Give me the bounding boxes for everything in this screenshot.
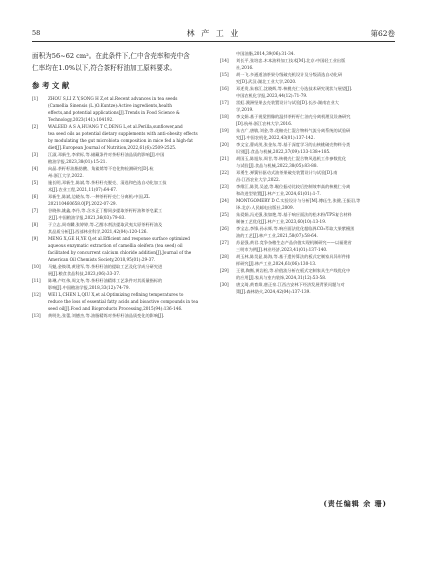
reference-entry: [220, 50, 396, 57]
reference-line: 李文宝,曹成茂,张金东,等.基于深度学习的山核桃破壳物料分类: [236, 142, 351, 147]
reference-line: 胡一飞.多通道油茶果分级破壳机设计及分级清选自动化研: [236, 72, 343, 77]
reference-line: Technology,2023(141):104192.: [48, 117, 114, 122]
reference-entry: [32, 277, 212, 291]
reference-entry: [220, 71, 396, 85]
reference-number: [7]: [32, 208, 38, 213]
reference-text: [236, 267, 396, 281]
reference-line: 马魁,金焕琪,黄建军,等.茶籽籽油的提取工艺及化学成分研究进: [48, 264, 163, 269]
volume-label: 第62卷: [370, 29, 395, 38]
references-list-left: [32, 95, 212, 319]
reference-line: 向晶.茶籽籽油脂肪酸、角鲨烯等不皂化物检测研究[D].杭: [48, 166, 154, 171]
reference-line: 李文娟.基于视觉图像的温拌茶籽籽仁油壳分离机理及设备研究: [236, 114, 351, 119]
reference-entry: [220, 113, 396, 127]
reference-entry: [32, 207, 212, 221]
intro-line: 仁率均在1.0%以下,符合茶籽籽油加工原料要求。: [32, 64, 177, 72]
reference-entry: [220, 85, 396, 99]
reference-line: 唐文琦,黄育烽,唐正泉.江西古安林下经济发展背景问题与对: [236, 282, 345, 287]
reference-text: [236, 253, 396, 267]
reference-entry: [32, 193, 212, 207]
reference-line: 谷晓伟,姚鑫,李丹,等.含水正丁醇同步提取茶籽籽油和茶皂素工: [48, 208, 163, 213]
reference-line: diet[J].European Journal of Nutrition,2022,61(6):2509-2525.: [48, 145, 177, 150]
reference-text: [236, 57, 396, 71]
reference-text: [236, 113, 396, 127]
reference-entry: [32, 151, 212, 165]
reference-line: seed oil[J].Food and Bioproducts Processing,2015(94):136-146.: [48, 306, 183, 311]
reference-line: 中国油脂,2014,39(06):31-34.: [236, 51, 295, 56]
reference-text: [48, 193, 212, 207]
reference-number: [20]: [220, 142, 229, 147]
reference-text: [48, 165, 212, 179]
reference-text: [48, 95, 212, 123]
reference-line: 究[J].中国农机化,2022,43(01):137-142.: [236, 135, 315, 140]
reference-number: [1]: [32, 96, 38, 101]
reference-line: 施长明,邓新生,陈斌,等.茶籽籽壳脱壳、清选和色选自动化加工技: [48, 180, 167, 185]
reference-text: [236, 239, 396, 253]
reference-entry: [32, 123, 212, 151]
reference-number: [14]: [220, 58, 229, 63]
reference-number: [15]: [220, 72, 229, 77]
reference-text: [236, 183, 396, 197]
right-column: [220, 50, 396, 295]
reference-line: WEI L,CHEN L,QIU X,et al.Optimizing refining temperatures to: [48, 292, 184, 297]
reference-line: 李维江,陈贺,吴凌,等.喉位振动比较后控制效率高的核桃仁分离: [236, 184, 351, 189]
left-column: [32, 50, 212, 319]
reference-line: 李宝志,李锋,孙永辉,等.响应面法优化超临界CO₂萃取大果紫檀黑: [236, 226, 355, 231]
reference-line: 黄明先,张蕾,刘德杰,等.油脂精炼对茶籽籽油品质变化的影响[J].: [48, 313, 165, 318]
reference-line: 术[J].农业工程,2021,11(07):64-67.: [48, 187, 118, 192]
reference-entry: [220, 183, 396, 197]
reference-line: 粮油学报,2023,38(01):15-21.: [48, 159, 107, 164]
reference-line: [D].杭州:浙江农林大学,2016.: [236, 121, 293, 126]
reference-line: 究[D].武汉:湖北工业大学,2020.: [236, 79, 297, 84]
reference-line: 油的工艺[J].林产工业,2021,58(07):58-64.: [236, 233, 318, 238]
reference-text: [48, 277, 212, 291]
reference-entry: [32, 312, 212, 319]
reference-text: [48, 221, 212, 235]
reference-number: [17]: [220, 100, 229, 105]
reference-entry: [32, 165, 212, 179]
reference-entry: [220, 211, 396, 225]
reference-text: [236, 85, 396, 99]
reference-text: [48, 312, 212, 319]
reference-text: [236, 71, 396, 85]
reference-entry: [220, 225, 396, 239]
reference-text: [236, 211, 396, 225]
intro-line: 面积为56~62 cm²。在此条件下,仁中含壳率和壳中含: [32, 52, 190, 60]
reference-line: 制备工艺优化[J].林产工业,2023,60(10):13-19.: [236, 219, 327, 224]
reference-number: [19]: [220, 128, 229, 133]
reference-line: 州:浙江大学,2022.: [48, 173, 84, 178]
reference-line: 朱爱娟,冯光强,张如艳,等.基于响应面法的松木粉/TPS复合材料: [236, 212, 352, 217]
reference-entry: [220, 141, 396, 155]
journal-title: 林 产 工 业: [186, 29, 241, 38]
reference-line: 于立志,周奇麟,张婷婷,等.乙醇水剂法提取武夷太原茶籽籽油及: [48, 222, 163, 227]
reference-text: [48, 263, 212, 277]
reference-line: aqueous enzymatic extraction of camellia oleifera (tea seed) oil: [48, 243, 183, 248]
reference-entry: [32, 179, 212, 193]
reference-number: [29]: [220, 268, 229, 273]
reference-entry: [220, 57, 396, 71]
reference-line: 三明市为例[J].林业经济,2023,41(01):137-140.: [236, 247, 328, 252]
page-header: [32, 27, 395, 42]
reference-number: [11]: [32, 278, 41, 283]
reference-number: [24]: [220, 198, 229, 203]
reference-number: [25]: [220, 212, 229, 217]
reference-line: effects,and potential applications[J].Trends in Food Science &: [48, 110, 180, 115]
reference-entry: [32, 235, 212, 263]
reference-entry: [220, 197, 396, 211]
reference-line: 邓新生,陈斌,边晓东,等.一种茶籽籽壳仁分离机:中国,ZL: [48, 194, 150, 199]
reference-text: [236, 127, 396, 141]
reference-line: 影响[J].中国粮油学报,2018,33(12):74-79.: [48, 285, 130, 290]
reference-text: [48, 235, 212, 263]
editor-note: (责任编辑 余 珊): [323, 499, 387, 508]
reference-line: (Camellia Sinensis (L.)O.Kuntze):Active ingredients,health: [48, 103, 172, 108]
reference-line: 展[J].粮食食品科技,2023,(06):33-37.: [48, 271, 121, 276]
reference-number: [3]: [32, 152, 38, 157]
reference-text: [48, 179, 212, 193]
reference-line: 的应用[J].家具与室内装饰,2024,31(12):53-58.: [236, 275, 327, 280]
reference-number: [22]: [220, 170, 229, 175]
reference-entry: [220, 127, 396, 141]
reference-line: 其品质分析[J].西部林业科学,2021,42(04):120-126.: [48, 229, 148, 234]
reference-line: 艺[J].中国粮油学报,2021,36(03):79-83.: [48, 215, 126, 220]
reference-number: [8]: [32, 222, 38, 227]
reference-line: MONTGOMERY D C.实验设计与分析[M].傅珏生,张健,王振羽,等: [236, 198, 361, 203]
reference-text: [236, 155, 396, 169]
reference-line: 与试验[J].食品与机械,2022,38(05):83-88.: [236, 163, 318, 168]
reference-text: [236, 281, 396, 295]
reference-text: [236, 141, 396, 155]
reference-entry: [220, 267, 396, 281]
intro-paragraph: [32, 50, 212, 74]
reference-line: 和改进型装置[J].林产工业,2024,61(01):1-7.: [236, 191, 321, 196]
reference-line: 刘长平,张培忠.木本油料加工技术[M].北京:中国轻工业出版: [236, 58, 346, 63]
reference-line: 邓勇生.弹簧针驱动式油茶果破壳装置设计与试验[D].南: [236, 170, 338, 175]
reference-text: [48, 291, 212, 312]
reference-line: 译.北京:人民邮电出版社,2009.: [236, 205, 294, 210]
reference-line: 中国农机化学报,2023,44(12):71-79.: [236, 93, 308, 98]
reference-line: ZHOU S,LI Z Y,SONG H Z,et al.Recent advances in tea seeds: [48, 96, 178, 101]
reference-line: 陈琳,卢红伟,周文冬,等.茶籽籽油精炼工艺条件对其质量指标的: [48, 278, 163, 283]
reference-number: [26]: [220, 226, 229, 231]
reference-entry: [32, 95, 212, 123]
reference-text: [236, 169, 396, 183]
reference-line: 策[J].森林防火,2024,42(04):137-139.: [236, 289, 311, 294]
reference-number: [10]: [32, 264, 41, 269]
reference-number: [27]: [220, 240, 229, 245]
reference-line: 社,2016.: [236, 65, 254, 70]
reference-line: American Oil Chemists Society,2018,95(01):29-37.: [48, 257, 156, 262]
reference-number: [30]: [220, 282, 229, 287]
reference-line: 样研究[J].林产工业,2024,61(06):130-13.: [236, 261, 317, 266]
page-number: 58: [32, 29, 41, 37]
reference-line: 胡国玉,陈旭东,周甘,等.核桃壳仁混合物风选机工作参数优化: [236, 156, 347, 161]
reference-number: [2]: [32, 124, 38, 129]
reference-line: 雷虹.澳洲坚果去壳装置设计与试验[D].长沙:湖南农业大: [236, 100, 339, 105]
reference-number: [28]: [220, 254, 229, 259]
reference-entry: [220, 99, 396, 113]
reference-entry: [32, 291, 212, 312]
reference-line: 江淑,邓新生,李荣标,等.储藏条件对茶籽籽油品质的影响[J].中国: [48, 152, 165, 157]
reference-text: [236, 99, 396, 113]
reference-line: 苏显强,黄君.竞争杂粮生态产品价值实现机制研究——以福建省: [236, 240, 352, 245]
reference-number: [13]: [32, 313, 41, 318]
reference-line: 学,2019.: [236, 107, 254, 112]
reference-entry: [220, 281, 396, 295]
reference-number: [9]: [32, 236, 38, 241]
reference-line: facilitated by concurrent calcium chloride addition[J].Journal of the: [48, 250, 192, 255]
reference-entry: [32, 263, 212, 277]
reference-line: by modulating the gut microbiota composition in mice fed a high-fat: [48, 138, 193, 143]
reference-number: [5]: [32, 180, 38, 185]
reference-text: [48, 123, 212, 151]
reference-line: reduce the loss of essential fatty acids and bioactive compounds in tea: [48, 299, 199, 304]
reference-number: [23]: [220, 184, 229, 189]
reference-text: [236, 50, 396, 57]
reference-line: 邓述贵,朱春江,沈晓辉,等.核桃壳仁分选技术研究现状与展望[J].: [236, 86, 353, 91]
reference-entry: [220, 155, 396, 169]
reference-line: 昌:江西农业大学,2022.: [236, 177, 281, 182]
reference-line: 胡玉林,陈昊显,陈海,等.基于遗传算法的板式定制家具异形件排: [236, 254, 351, 259]
reference-text: [48, 207, 212, 221]
reference-entry: [220, 253, 396, 267]
reference-line: tea seed oils as potential dietary supplements with anti-obesity effects: [48, 131, 198, 136]
reference-number: [12]: [32, 292, 41, 297]
reference-number: [16]: [220, 86, 229, 91]
reference-line: MENG X,GE H,YE Q,et al.Efficient and response surface optimized: [48, 236, 190, 241]
references-heading: 参 考 文 献: [32, 81, 70, 90]
reference-text: [48, 151, 212, 165]
reference-line: 朱吉广,唐敏,刘金,等.花椒壳仁混合物料气流分离系统的试验研: [236, 128, 351, 133]
reference-line: 识别[J].食品与机械,2022,37(09):133-138+185.: [236, 149, 331, 154]
reference-text: [236, 225, 396, 239]
reference-line: WALEED A S A,HUANG T C,DENG L,et al.Perilla,sunflower,and: [48, 124, 183, 129]
reference-line: 王祺,陶衡,黄岩松,等.价值流分析在板式定制家具生产线优化中: [236, 268, 351, 273]
reference-line: 202110460658.0[P].2022-07-29.: [48, 201, 117, 206]
reference-entry: [220, 169, 396, 183]
reference-number: [220, 50, 236, 57]
reference-text: [236, 197, 396, 211]
reference-entry: [32, 221, 212, 235]
reference-entry: [220, 239, 396, 253]
reference-number: [21]: [220, 156, 229, 161]
reference-number: [4]: [32, 166, 38, 171]
reference-number: [6]: [32, 194, 38, 199]
references-list-right: [220, 50, 396, 295]
reference-number: [18]: [220, 114, 229, 119]
